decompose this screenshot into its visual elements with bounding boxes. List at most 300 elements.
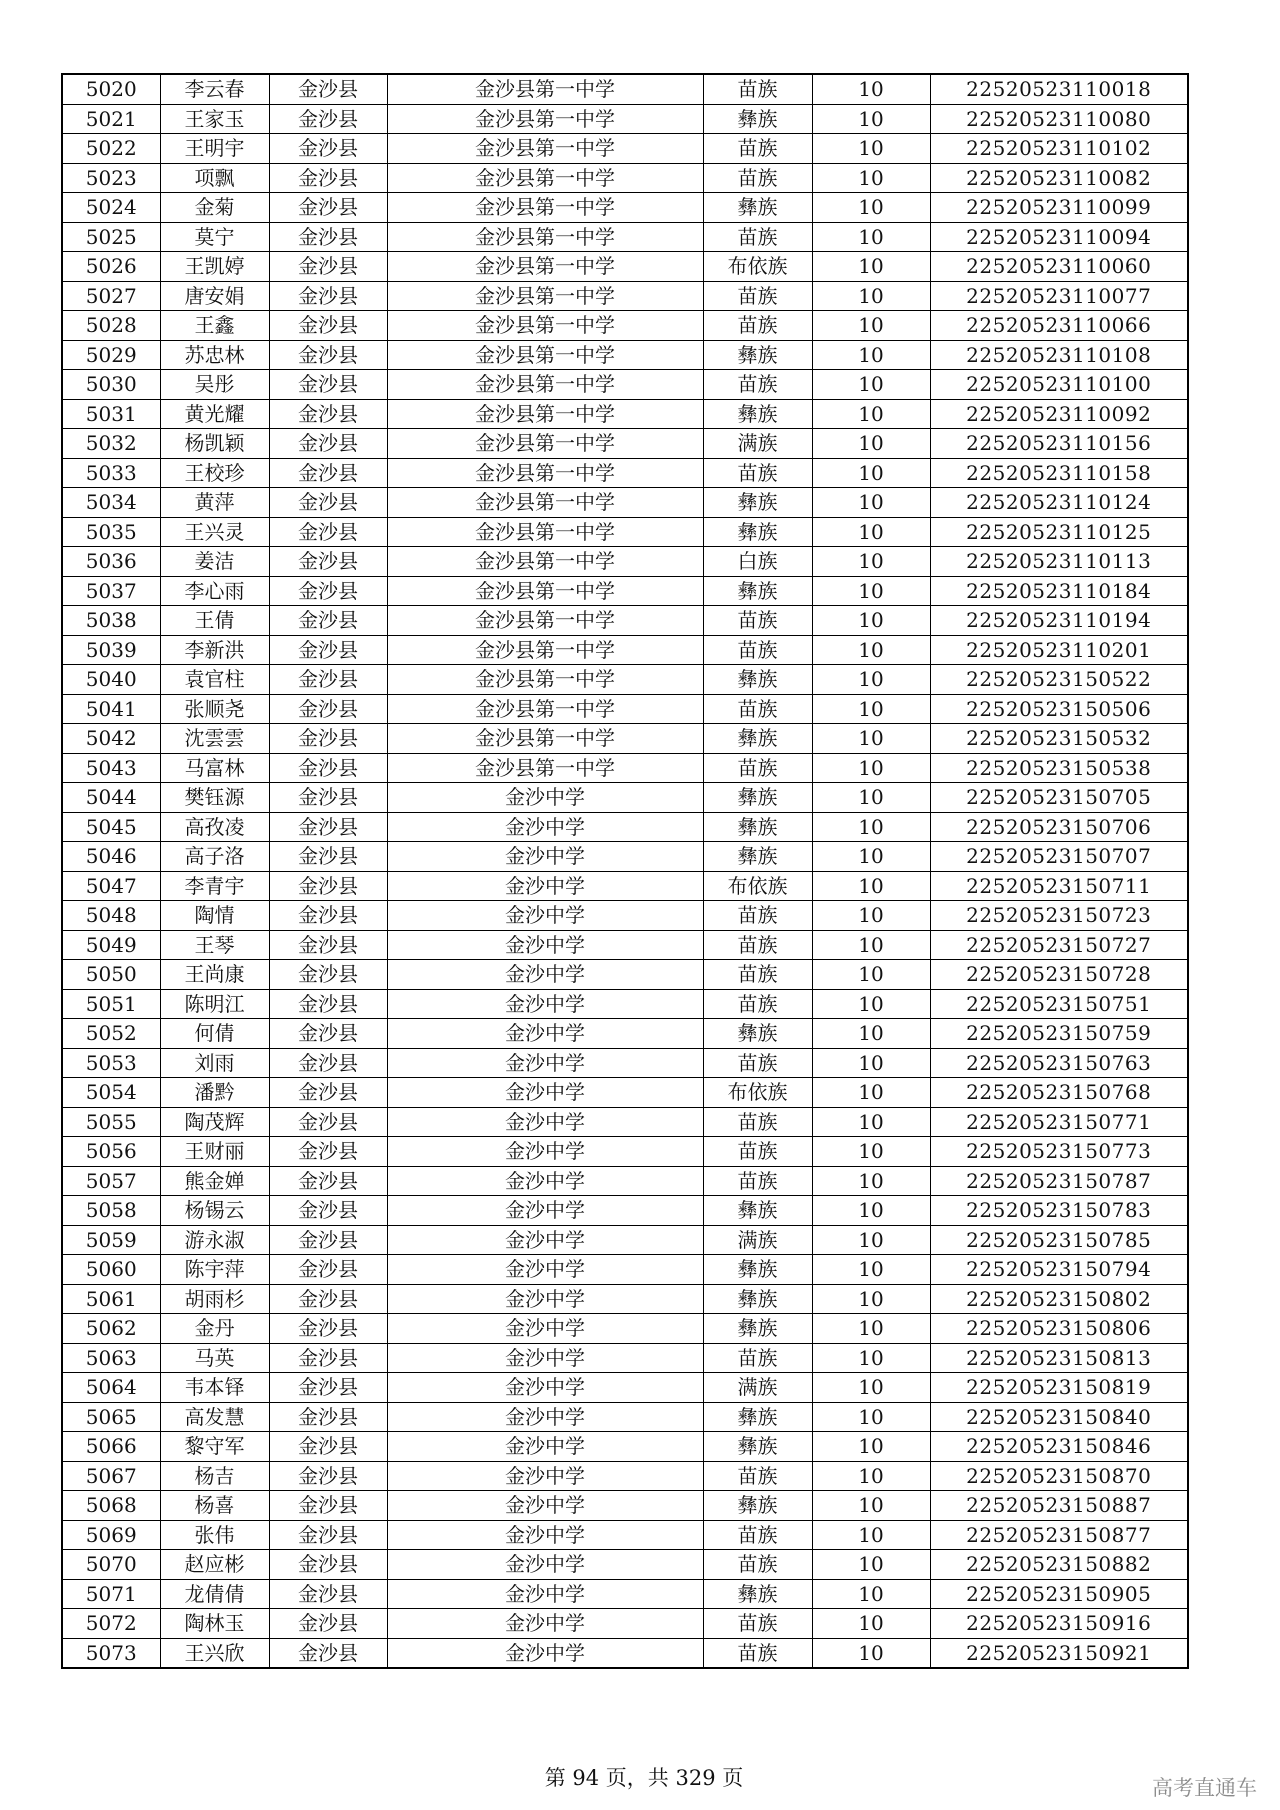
county-cell: 金沙县 bbox=[269, 252, 387, 282]
school-cell: 金沙中学 bbox=[387, 1284, 703, 1314]
county-cell: 金沙县 bbox=[269, 665, 387, 695]
ethnicity-cell: 彝族 bbox=[703, 1196, 812, 1226]
exam-id-cell: 22520523110184 bbox=[930, 576, 1188, 606]
exam-id-cell: 22520523150707 bbox=[930, 842, 1188, 872]
ethnicity-cell: 彝族 bbox=[703, 399, 812, 429]
school-cell: 金沙中学 bbox=[387, 1550, 703, 1580]
row-number-cell: 5061 bbox=[62, 1284, 160, 1314]
row-number-cell: 5055 bbox=[62, 1107, 160, 1137]
school-cell: 金沙中学 bbox=[387, 1314, 703, 1344]
county-cell: 金沙县 bbox=[269, 812, 387, 842]
county-cell: 金沙县 bbox=[269, 1550, 387, 1580]
points-cell: 10 bbox=[812, 842, 930, 872]
name-cell: 王兴灵 bbox=[160, 517, 269, 547]
county-cell: 金沙县 bbox=[269, 1107, 387, 1137]
county-cell: 金沙县 bbox=[269, 1166, 387, 1196]
name-cell: 唐安娟 bbox=[160, 281, 269, 311]
points-cell: 10 bbox=[812, 399, 930, 429]
school-cell: 金沙县第一中学 bbox=[387, 281, 703, 311]
ethnicity-cell: 白族 bbox=[703, 547, 812, 577]
name-cell: 潘黔 bbox=[160, 1078, 269, 1108]
points-cell: 10 bbox=[812, 960, 930, 990]
county-cell: 金沙县 bbox=[269, 193, 387, 223]
exam-id-cell: 22520523150787 bbox=[930, 1166, 1188, 1196]
school-cell: 金沙中学 bbox=[387, 901, 703, 931]
points-cell: 10 bbox=[812, 1078, 930, 1108]
table-row bbox=[62, 989, 1188, 1019]
county-cell: 金沙县 bbox=[269, 370, 387, 400]
school-cell: 金沙县第一中学 bbox=[387, 74, 703, 104]
school-cell: 金沙中学 bbox=[387, 1373, 703, 1403]
ethnicity-cell: 彝族 bbox=[703, 488, 812, 518]
exam-id-cell: 22520523110082 bbox=[930, 163, 1188, 193]
exam-id-cell: 22520523110077 bbox=[930, 281, 1188, 311]
points-cell: 10 bbox=[812, 1255, 930, 1285]
row-number-cell: 5056 bbox=[62, 1137, 160, 1167]
ethnicity-cell: 彝族 bbox=[703, 1579, 812, 1609]
row-number-cell: 5031 bbox=[62, 399, 160, 429]
school-cell: 金沙县第一中学 bbox=[387, 458, 703, 488]
exam-id-cell: 22520523110060 bbox=[930, 252, 1188, 282]
points-cell: 10 bbox=[812, 812, 930, 842]
table-row bbox=[62, 1432, 1188, 1462]
exam-id-cell: 22520523150706 bbox=[930, 812, 1188, 842]
exam-id-cell: 22520523150532 bbox=[930, 724, 1188, 754]
exam-id-cell: 22520523110201 bbox=[930, 635, 1188, 665]
name-cell: 苏忠林 bbox=[160, 340, 269, 370]
row-number-cell: 5048 bbox=[62, 901, 160, 931]
ethnicity-cell: 彝族 bbox=[703, 1314, 812, 1344]
row-number-cell: 5024 bbox=[62, 193, 160, 223]
table-row bbox=[62, 635, 1188, 665]
ethnicity-cell: 苗族 bbox=[703, 1638, 812, 1668]
ethnicity-cell: 苗族 bbox=[703, 960, 812, 990]
name-cell: 沈雲雲 bbox=[160, 724, 269, 754]
points-cell: 10 bbox=[812, 1609, 930, 1639]
points-cell: 10 bbox=[812, 370, 930, 400]
school-cell: 金沙中学 bbox=[387, 1638, 703, 1668]
ethnicity-cell: 满族 bbox=[703, 1373, 812, 1403]
points-cell: 10 bbox=[812, 724, 930, 754]
row-number-cell: 5073 bbox=[62, 1638, 160, 1668]
county-cell: 金沙县 bbox=[269, 1314, 387, 1344]
name-cell: 王家玉 bbox=[160, 104, 269, 134]
row-number-cell: 5057 bbox=[62, 1166, 160, 1196]
row-number-cell: 5068 bbox=[62, 1491, 160, 1521]
school-cell: 金沙县第一中学 bbox=[387, 340, 703, 370]
school-cell: 金沙县第一中学 bbox=[387, 370, 703, 400]
ethnicity-cell: 苗族 bbox=[703, 163, 812, 193]
row-number-cell: 5043 bbox=[62, 753, 160, 783]
ethnicity-cell: 苗族 bbox=[703, 901, 812, 931]
table-row bbox=[62, 1609, 1188, 1639]
table-row bbox=[62, 281, 1188, 311]
row-number-cell: 5070 bbox=[62, 1550, 160, 1580]
points-cell: 10 bbox=[812, 222, 930, 252]
page-number: 第 94 页，共 329 页 bbox=[544, 1766, 744, 1790]
ethnicity-cell: 彝族 bbox=[703, 1255, 812, 1285]
points-cell: 10 bbox=[812, 1314, 930, 1344]
row-number-cell: 5049 bbox=[62, 930, 160, 960]
exam-id-cell: 22520523110100 bbox=[930, 370, 1188, 400]
ethnicity-cell: 苗族 bbox=[703, 1520, 812, 1550]
table-row bbox=[62, 1343, 1188, 1373]
table-row bbox=[62, 665, 1188, 695]
county-cell: 金沙县 bbox=[269, 1284, 387, 1314]
table-row bbox=[62, 193, 1188, 223]
school-cell: 金沙中学 bbox=[387, 1343, 703, 1373]
table-row bbox=[62, 1078, 1188, 1108]
table-row bbox=[62, 783, 1188, 813]
points-cell: 10 bbox=[812, 134, 930, 164]
county-cell: 金沙县 bbox=[269, 635, 387, 665]
county-cell: 金沙县 bbox=[269, 311, 387, 341]
name-cell: 王尚康 bbox=[160, 960, 269, 990]
name-cell: 李云春 bbox=[160, 74, 269, 104]
table-row bbox=[62, 1107, 1188, 1137]
points-cell: 10 bbox=[812, 429, 930, 459]
exam-id-cell: 22520523150870 bbox=[930, 1461, 1188, 1491]
county-cell: 金沙县 bbox=[269, 222, 387, 252]
ethnicity-cell: 布依族 bbox=[703, 1078, 812, 1108]
county-cell: 金沙县 bbox=[269, 1137, 387, 1167]
points-cell: 10 bbox=[812, 606, 930, 636]
points-cell: 10 bbox=[812, 458, 930, 488]
county-cell: 金沙县 bbox=[269, 1078, 387, 1108]
school-cell: 金沙县第一中学 bbox=[387, 193, 703, 223]
name-cell: 高子洛 bbox=[160, 842, 269, 872]
school-cell: 金沙中学 bbox=[387, 783, 703, 813]
exam-id-cell: 22520523110102 bbox=[930, 134, 1188, 164]
exam-id-cell: 22520523150506 bbox=[930, 694, 1188, 724]
ethnicity-cell: 苗族 bbox=[703, 1166, 812, 1196]
school-cell: 金沙县第一中学 bbox=[387, 694, 703, 724]
table-row bbox=[62, 399, 1188, 429]
county-cell: 金沙县 bbox=[269, 458, 387, 488]
row-number-cell: 5058 bbox=[62, 1196, 160, 1226]
name-cell: 姜洁 bbox=[160, 547, 269, 577]
county-cell: 金沙县 bbox=[269, 74, 387, 104]
exam-id-cell: 22520523110092 bbox=[930, 399, 1188, 429]
ethnicity-cell: 彝族 bbox=[703, 812, 812, 842]
row-number-cell: 5021 bbox=[62, 104, 160, 134]
county-cell: 金沙县 bbox=[269, 606, 387, 636]
school-cell: 金沙中学 bbox=[387, 1166, 703, 1196]
row-number-cell: 5065 bbox=[62, 1402, 160, 1432]
exam-id-cell: 22520523150794 bbox=[930, 1255, 1188, 1285]
table-row bbox=[62, 1461, 1188, 1491]
exam-id-cell: 22520523150887 bbox=[930, 1491, 1188, 1521]
row-number-cell: 5072 bbox=[62, 1609, 160, 1639]
name-cell: 莫宁 bbox=[160, 222, 269, 252]
ethnicity-cell: 彝族 bbox=[703, 193, 812, 223]
points-cell: 10 bbox=[812, 1048, 930, 1078]
name-cell: 黄光耀 bbox=[160, 399, 269, 429]
table-row bbox=[62, 812, 1188, 842]
table-row bbox=[62, 1019, 1188, 1049]
points-cell: 10 bbox=[812, 1550, 930, 1580]
row-number-cell: 5045 bbox=[62, 812, 160, 842]
name-cell: 马富林 bbox=[160, 753, 269, 783]
table-row bbox=[62, 960, 1188, 990]
points-cell: 10 bbox=[812, 547, 930, 577]
row-number-cell: 5060 bbox=[62, 1255, 160, 1285]
ethnicity-cell: 苗族 bbox=[703, 222, 812, 252]
school-cell: 金沙县第一中学 bbox=[387, 252, 703, 282]
school-cell: 金沙县第一中学 bbox=[387, 399, 703, 429]
ethnicity-cell: 苗族 bbox=[703, 311, 812, 341]
name-cell: 李青宇 bbox=[160, 871, 269, 901]
exam-id-cell: 22520523150921 bbox=[930, 1638, 1188, 1668]
exam-id-cell: 22520523150768 bbox=[930, 1078, 1188, 1108]
exam-id-cell: 22520523110125 bbox=[930, 517, 1188, 547]
exam-id-cell: 22520523150538 bbox=[930, 753, 1188, 783]
county-cell: 金沙县 bbox=[269, 1255, 387, 1285]
school-cell: 金沙中学 bbox=[387, 1579, 703, 1609]
row-number-cell: 5067 bbox=[62, 1461, 160, 1491]
name-cell: 何倩 bbox=[160, 1019, 269, 1049]
county-cell: 金沙县 bbox=[269, 960, 387, 990]
row-number-cell: 5039 bbox=[62, 635, 160, 665]
exam-id-cell: 22520523110099 bbox=[930, 193, 1188, 223]
exam-id-cell: 22520523150802 bbox=[930, 1284, 1188, 1314]
name-cell: 樊钰源 bbox=[160, 783, 269, 813]
row-number-cell: 5047 bbox=[62, 871, 160, 901]
county-cell: 金沙县 bbox=[269, 989, 387, 1019]
table-row bbox=[62, 104, 1188, 134]
name-cell: 王鑫 bbox=[160, 311, 269, 341]
county-cell: 金沙县 bbox=[269, 1491, 387, 1521]
county-cell: 金沙县 bbox=[269, 1579, 387, 1609]
name-cell: 袁官柱 bbox=[160, 665, 269, 695]
ethnicity-cell: 彝族 bbox=[703, 517, 812, 547]
ethnicity-cell: 苗族 bbox=[703, 370, 812, 400]
county-cell: 金沙县 bbox=[269, 488, 387, 518]
row-number-cell: 5038 bbox=[62, 606, 160, 636]
county-cell: 金沙县 bbox=[269, 576, 387, 606]
points-cell: 10 bbox=[812, 104, 930, 134]
name-cell: 黎守军 bbox=[160, 1432, 269, 1462]
county-cell: 金沙县 bbox=[269, 1373, 387, 1403]
row-number-cell: 5054 bbox=[62, 1078, 160, 1108]
school-cell: 金沙中学 bbox=[387, 1461, 703, 1491]
name-cell: 黄萍 bbox=[160, 488, 269, 518]
name-cell: 金丹 bbox=[160, 1314, 269, 1344]
table-row bbox=[62, 488, 1188, 518]
exam-id-cell: 22520523110094 bbox=[930, 222, 1188, 252]
ethnicity-cell: 苗族 bbox=[703, 1550, 812, 1580]
name-cell: 陈宇萍 bbox=[160, 1255, 269, 1285]
table-row bbox=[62, 163, 1188, 193]
table-row bbox=[62, 930, 1188, 960]
school-cell: 金沙县第一中学 bbox=[387, 724, 703, 754]
table-row bbox=[62, 517, 1188, 547]
table-row bbox=[62, 1373, 1188, 1403]
table-row bbox=[62, 753, 1188, 783]
exam-id-cell: 22520523150751 bbox=[930, 989, 1188, 1019]
points-cell: 10 bbox=[812, 576, 930, 606]
ethnicity-cell: 苗族 bbox=[703, 694, 812, 724]
table-row bbox=[62, 1166, 1188, 1196]
school-cell: 金沙中学 bbox=[387, 1078, 703, 1108]
exam-id-cell: 22520523150916 bbox=[930, 1609, 1188, 1639]
exam-id-cell: 22520523110066 bbox=[930, 311, 1188, 341]
exam-id-cell: 22520523110156 bbox=[930, 429, 1188, 459]
ethnicity-cell: 苗族 bbox=[703, 1048, 812, 1078]
school-cell: 金沙中学 bbox=[387, 1225, 703, 1255]
name-cell: 项飘 bbox=[160, 163, 269, 193]
name-cell: 韦本铎 bbox=[160, 1373, 269, 1403]
exam-id-cell: 22520523150773 bbox=[930, 1137, 1188, 1167]
county-cell: 金沙县 bbox=[269, 1225, 387, 1255]
exam-id-cell: 22520523150727 bbox=[930, 930, 1188, 960]
row-number-cell: 5030 bbox=[62, 370, 160, 400]
exam-id-cell: 22520523110018 bbox=[930, 74, 1188, 104]
school-cell: 金沙中学 bbox=[387, 1137, 703, 1167]
row-number-cell: 5027 bbox=[62, 281, 160, 311]
school-cell: 金沙中学 bbox=[387, 930, 703, 960]
points-cell: 10 bbox=[812, 1225, 930, 1255]
points-cell: 10 bbox=[812, 1432, 930, 1462]
points-cell: 10 bbox=[812, 1520, 930, 1550]
ethnicity-cell: 苗族 bbox=[703, 930, 812, 960]
table-row bbox=[62, 1579, 1188, 1609]
table-row bbox=[62, 871, 1188, 901]
ethnicity-cell: 苗族 bbox=[703, 1609, 812, 1639]
ethnicity-cell: 苗族 bbox=[703, 1461, 812, 1491]
ethnicity-cell: 苗族 bbox=[703, 753, 812, 783]
county-cell: 金沙县 bbox=[269, 1196, 387, 1226]
table-row bbox=[62, 1402, 1188, 1432]
points-cell: 10 bbox=[812, 1166, 930, 1196]
points-cell: 10 bbox=[812, 665, 930, 695]
row-number-cell: 5059 bbox=[62, 1225, 160, 1255]
row-number-cell: 5050 bbox=[62, 960, 160, 990]
table-row bbox=[62, 901, 1188, 931]
county-cell: 金沙县 bbox=[269, 1019, 387, 1049]
school-cell: 金沙县第一中学 bbox=[387, 488, 703, 518]
school-cell: 金沙中学 bbox=[387, 1609, 703, 1639]
row-number-cell: 5034 bbox=[62, 488, 160, 518]
county-cell: 金沙县 bbox=[269, 104, 387, 134]
exam-id-cell: 22520523110108 bbox=[930, 340, 1188, 370]
ethnicity-cell: 彝族 bbox=[703, 1402, 812, 1432]
exam-id-cell: 22520523150771 bbox=[930, 1107, 1188, 1137]
name-cell: 李心雨 bbox=[160, 576, 269, 606]
ethnicity-cell: 满族 bbox=[703, 429, 812, 459]
county-cell: 金沙县 bbox=[269, 1432, 387, 1462]
county-cell: 金沙县 bbox=[269, 163, 387, 193]
points-cell: 10 bbox=[812, 694, 930, 724]
county-cell: 金沙县 bbox=[269, 1638, 387, 1668]
county-cell: 金沙县 bbox=[269, 547, 387, 577]
school-cell: 金沙中学 bbox=[387, 1048, 703, 1078]
table-row bbox=[62, 252, 1188, 282]
points-cell: 10 bbox=[812, 1137, 930, 1167]
row-number-cell: 5022 bbox=[62, 134, 160, 164]
ethnicity-cell: 彝族 bbox=[703, 665, 812, 695]
ethnicity-cell: 彝族 bbox=[703, 842, 812, 872]
ethnicity-cell: 彝族 bbox=[703, 1284, 812, 1314]
table-row bbox=[62, 1491, 1188, 1521]
ethnicity-cell: 苗族 bbox=[703, 1137, 812, 1167]
name-cell: 杨吉 bbox=[160, 1461, 269, 1491]
ethnicity-cell: 苗族 bbox=[703, 606, 812, 636]
table-row bbox=[62, 370, 1188, 400]
county-cell: 金沙县 bbox=[269, 724, 387, 754]
name-cell: 杨凯颖 bbox=[160, 429, 269, 459]
county-cell: 金沙县 bbox=[269, 901, 387, 931]
county-cell: 金沙县 bbox=[269, 340, 387, 370]
name-cell: 张顺尧 bbox=[160, 694, 269, 724]
row-number-cell: 5063 bbox=[62, 1343, 160, 1373]
points-cell: 10 bbox=[812, 163, 930, 193]
school-cell: 金沙中学 bbox=[387, 989, 703, 1019]
points-cell: 10 bbox=[812, 1343, 930, 1373]
row-number-cell: 5028 bbox=[62, 311, 160, 341]
points-cell: 10 bbox=[812, 901, 930, 931]
points-cell: 10 bbox=[812, 1491, 930, 1521]
table-row bbox=[62, 842, 1188, 872]
school-cell: 金沙中学 bbox=[387, 1520, 703, 1550]
table-row bbox=[62, 74, 1188, 104]
points-cell: 10 bbox=[812, 281, 930, 311]
exam-id-cell: 22520523110113 bbox=[930, 547, 1188, 577]
school-cell: 金沙中学 bbox=[387, 1196, 703, 1226]
row-number-cell: 5046 bbox=[62, 842, 160, 872]
county-cell: 金沙县 bbox=[269, 930, 387, 960]
exam-id-cell: 22520523110124 bbox=[930, 488, 1188, 518]
row-number-cell: 5053 bbox=[62, 1048, 160, 1078]
exam-id-cell: 22520523150905 bbox=[930, 1579, 1188, 1609]
table-row bbox=[62, 694, 1188, 724]
exam-id-cell: 22520523150806 bbox=[930, 1314, 1188, 1344]
school-cell: 金沙中学 bbox=[387, 1402, 703, 1432]
ethnicity-cell: 苗族 bbox=[703, 458, 812, 488]
school-cell: 金沙中学 bbox=[387, 1107, 703, 1137]
exam-id-cell: 22520523150882 bbox=[930, 1550, 1188, 1580]
row-number-cell: 5037 bbox=[62, 576, 160, 606]
ethnicity-cell: 彝族 bbox=[703, 1491, 812, 1521]
points-cell: 10 bbox=[812, 930, 930, 960]
points-cell: 10 bbox=[812, 753, 930, 783]
name-cell: 游永淑 bbox=[160, 1225, 269, 1255]
school-cell: 金沙县第一中学 bbox=[387, 222, 703, 252]
table-row bbox=[62, 311, 1188, 341]
school-cell: 金沙县第一中学 bbox=[387, 606, 703, 636]
ethnicity-cell: 苗族 bbox=[703, 74, 812, 104]
table-row bbox=[62, 1255, 1188, 1285]
points-cell: 10 bbox=[812, 1373, 930, 1403]
table-row bbox=[62, 340, 1188, 370]
points-cell: 10 bbox=[812, 1579, 930, 1609]
points-cell: 10 bbox=[812, 488, 930, 518]
table-row bbox=[62, 458, 1188, 488]
points-cell: 10 bbox=[812, 340, 930, 370]
name-cell: 金菊 bbox=[160, 193, 269, 223]
exam-id-cell: 22520523150763 bbox=[930, 1048, 1188, 1078]
name-cell: 王明宇 bbox=[160, 134, 269, 164]
name-cell: 陶茂辉 bbox=[160, 1107, 269, 1137]
name-cell: 陈明江 bbox=[160, 989, 269, 1019]
points-cell: 10 bbox=[812, 635, 930, 665]
row-number-cell: 5035 bbox=[62, 517, 160, 547]
row-number-cell: 5026 bbox=[62, 252, 160, 282]
ethnicity-cell: 苗族 bbox=[703, 1343, 812, 1373]
ethnicity-cell: 苗族 bbox=[703, 134, 812, 164]
name-cell: 李新洪 bbox=[160, 635, 269, 665]
name-cell: 高孜凌 bbox=[160, 812, 269, 842]
